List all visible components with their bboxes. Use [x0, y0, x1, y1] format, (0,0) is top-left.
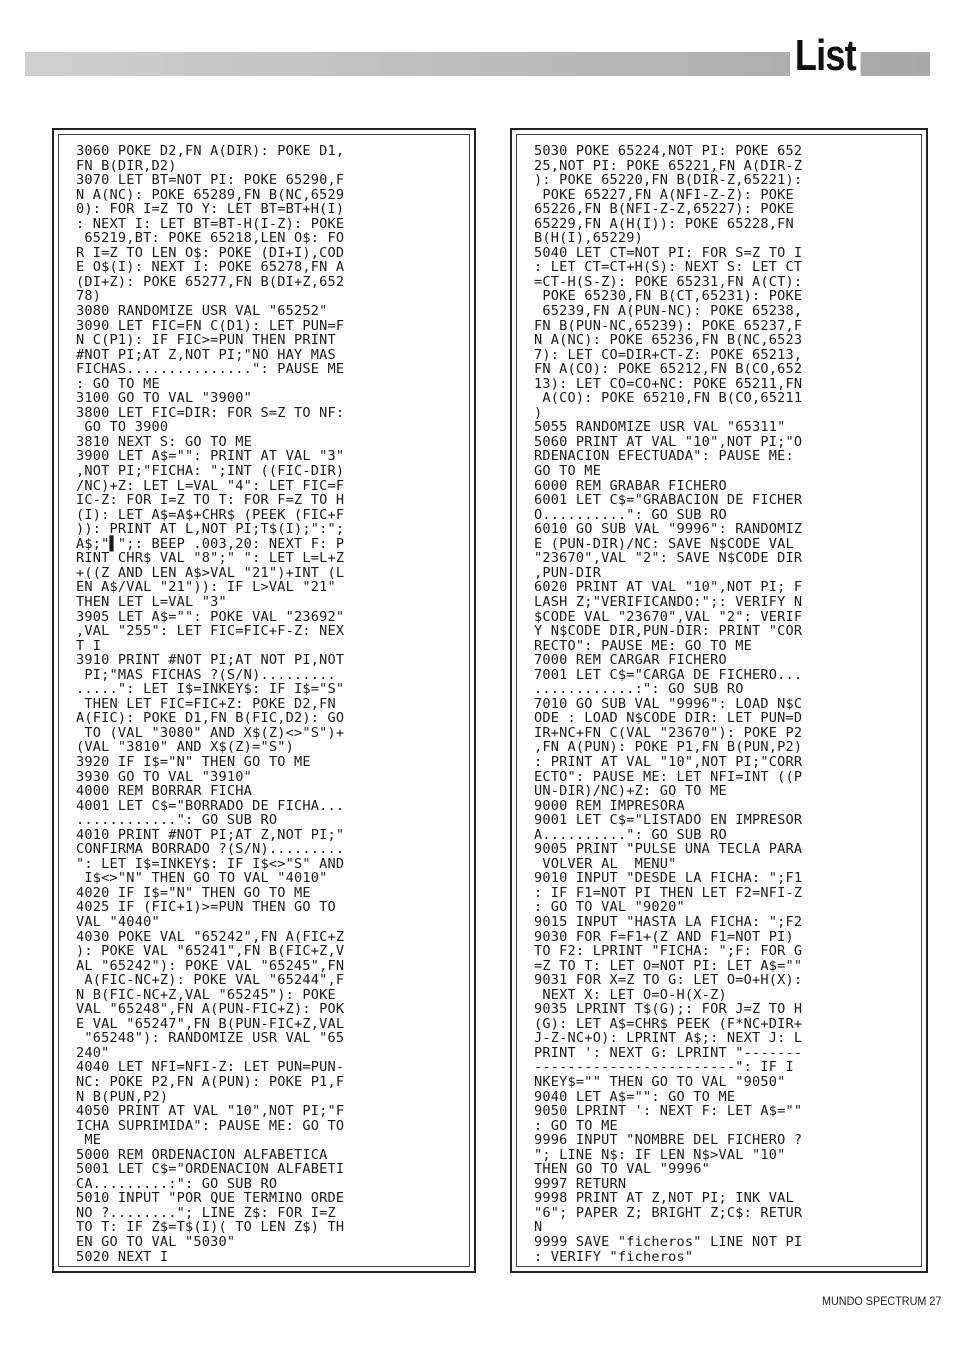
code-line: 9001 LET C$="LISTADO EN IMPRESOR: [534, 812, 803, 829]
code-line: NO ?........"; LINE Z$: FOR I=Z: [76, 1204, 336, 1221]
code-line: 5010 INPUT "POR QUE TERMINO ORDE: [76, 1190, 345, 1207]
listing-left-column: [52, 128, 476, 1273]
code-line: 5020 NEXT I: [76, 1248, 169, 1265]
code-line: 9996 INPUT "NOMBRE DEL FICHERO ?: [534, 1132, 803, 1149]
code-line: ): POKE 65220,FN B(DIR-Z,65221):: [534, 172, 803, 189]
code-line: A(CO): POKE 65210,FN B(CO,65211: [534, 390, 803, 407]
code-line: 3060 POKE D2,FN A(DIR): POKE D1,: [76, 143, 345, 159]
code-line: 9030 FOR F=F1+(Z AND F1=NOT PI): [534, 928, 794, 945]
code-line: ,PUN-DIR: [534, 564, 602, 581]
code-line: 0): FOR I=Z TO Y: LET BT=BT+H(I): [76, 201, 345, 218]
code-line: 3080 RANDOMIZE USR VAL "65252": [76, 303, 328, 320]
code-line: : NEXT I: LET BT=BT-H(I-Z): POKE: [76, 215, 345, 232]
code-line: 13): LET CO=CO+NC: POKE 65211,FN: [534, 375, 803, 392]
code-line: AL "65242"): POKE VAL "65245",FN: [76, 957, 345, 974]
code-line: B(H(I),65229): [534, 230, 643, 247]
code-line: /NC)+Z: LET L=VAL "4": LET FIC=F: [76, 477, 345, 494]
code-line: ,VAL "255": LET FIC=FIC+F-Z: NEX: [76, 623, 345, 640]
code-line: =Z TO T: LET O=NOT PI: LET A$="": [534, 957, 803, 974]
code-line: 3810 NEXT S: GO TO ME: [76, 433, 253, 450]
code-line: T I: [76, 637, 102, 654]
code-line: I$<>"N" THEN GO TO VAL "4010": [76, 870, 328, 887]
code-line: 9015 INPUT "HASTA LA FICHA: ";F2: [534, 913, 803, 930]
code-line: (G): LET A$=CHR$ PEEK (F*NC+DIR+: [534, 1015, 803, 1032]
code-line: 4001 LET C$="BORRADO DE FICHA...: [76, 797, 345, 814]
code-line: 7): LET CO=DIR+CT-Z: POKE 65213,: [534, 346, 803, 363]
code-line: POKE 65227,FN A(NFI-Z-Z): POKE: [534, 186, 794, 203]
code-line: GO TO 3900: [76, 419, 169, 436]
code-line: EN A$/VAL "21")): IF L>VAL "21": [76, 579, 336, 596]
code-line: IC-Z: FOR I=Z TO T: FOR F=Z TO H: [76, 492, 345, 509]
code-line: 7001 LET C$="CARGA DE FICHERO...: [534, 666, 803, 683]
code-line: CONFIRMA BORRADO ?(S/N).........: [76, 841, 345, 858]
code-line: 5060 PRINT AT VAL "10",NOT PI;"O: [534, 433, 803, 450]
code-line: IR+NC+FN C(VAL "23670"): POKE P2: [534, 724, 803, 741]
code-line: A(FIC-NC+Z): POKE VAL "65244",F: [76, 972, 345, 989]
code-line: 9035 LPRINT T$(G);: FOR J=Z TO H: [534, 1001, 803, 1018]
code-line: 5001 LET C$="ORDENACION ALFABETI: [76, 1161, 345, 1178]
code-line: TO (VAL "3080" AND X$(Z)<>"S")+: [76, 724, 345, 741]
code-line: 3100 GO TO VAL "3900": [76, 390, 253, 407]
code-line: PRINT ': NEXT G: LPRINT "-------: [534, 1044, 803, 1061]
code-line: FN B(DIR,D2): [76, 157, 177, 174]
code-line: FICHAS...............": PAUSE ME: [76, 361, 345, 378]
code-line: N C(P1): IF FIC>=PUN THEN PRINT: [76, 332, 336, 349]
code-line: 9999 SAVE "ficheros" LINE NOT PI: [534, 1234, 803, 1251]
code-line: 6000 REM GRABAR FICHERO: [534, 477, 727, 494]
code-line: 4030 POKE VAL "65242",FN A(FIC+Z: [76, 928, 345, 945]
code-line: VOLVER AL MENU": [534, 855, 677, 872]
code-line: (DI+Z): POKE 65277,FN B(DI+Z,652: [76, 273, 345, 290]
code-line: 9005 PRINT "PULSE UNA TECLA PARA: [534, 841, 803, 858]
code-line: ): POKE VAL "65241",FN B(FIC+Z,V: [76, 943, 345, 960]
code-line: 9010 INPUT "DESDE LA FICHA: ";F1: [534, 870, 803, 887]
code-line: 4050 PRINT AT VAL "10",NOT PI;"F: [76, 1103, 345, 1120]
code-line: 3930 GO TO VAL "3910": [76, 768, 253, 785]
page-footer: MUNDO SPECTRUM 27: [822, 1294, 942, 1308]
code-line: THEN GO TO VAL "9996": [534, 1161, 711, 1178]
code-line: RECTO": PAUSE ME: GO TO ME: [534, 637, 752, 654]
code-line: ,FN A(PUN): POKE P1,FN B(PUN,P2): [534, 739, 803, 756]
code-line: UN-DIR)/NC)+Z: GO TO ME: [534, 783, 727, 800]
code-line: FN A(CO): POKE 65212,FN B(CO,652: [534, 361, 803, 378]
code-line: 6010 GO SUB VAL "9996": RANDOMIZ: [534, 521, 803, 538]
code-line: 4000 REM BORRAR FICHA: [76, 783, 253, 800]
code-line: 4025 IF (FIC+1)>=PUN THEN GO TO: [76, 899, 336, 916]
code-line: "23670",VAL "2": SAVE N$CODE DIR: [534, 550, 803, 567]
code-line: E VAL "65247",FN B(PUN-FIC+Z,VAL: [76, 1015, 345, 1032]
code-line: ............:": GO SUB RO: [534, 681, 744, 698]
code-line: 3910 PRINT #NOT PI;AT NOT PI,NOT: [76, 652, 345, 669]
code-line: 5055 RANDOMIZE USR VAL "65311": [534, 419, 786, 436]
listing-right-column: [510, 128, 928, 1273]
code-line: : LET CT=CT+H(S): NEXT S: LET CT: [534, 259, 803, 276]
code-line: : GO TO ME: [76, 375, 160, 392]
code-line: 6020 PRINT AT VAL "10",NOT PI; F: [534, 579, 803, 596]
code-line: 65239,FN A(PUN-NC): POKE 65238,: [534, 303, 803, 320]
code-line: $CODE VAL "23670",VAL "2": VERIF: [534, 608, 803, 625]
code-line: 78): [76, 288, 102, 305]
code-line: TO T: IF Z$=T$(I)( TO LEN Z$) TH: [76, 1219, 345, 1236]
code-line: "65248"): RANDOMIZE USR VAL "65: [76, 1030, 345, 1047]
code-line: =CT-H(S-Z): POKE 65231,FN A(CT):: [534, 273, 803, 290]
code-line: EN GO TO VAL "5030": [76, 1234, 236, 1251]
code-line: NC: POKE P2,FN A(PUN): POKE P1,F: [76, 1074, 345, 1090]
code-line: : GO TO ME: [534, 1117, 618, 1134]
code-line: : VERIFY "ficheros": [534, 1248, 694, 1265]
code-line: THEN LET FIC=FIC+Z: POKE D2,FN: [76, 695, 336, 712]
code-line: 65226,FN B(NFI-Z-Z,65227): POKE: [534, 201, 794, 218]
code-line: N B(FIC-NC+Z,VAL "65245"): POKE: [76, 986, 336, 1003]
code-line: #NOT PI;AT Z,NOT PI;"NO HAY MAS: [76, 346, 336, 363]
page-title: List: [790, 28, 861, 84]
code-line: 7000 REM CARGAR FICHERO: [534, 652, 727, 669]
code-line: O..........": GO SUB RO: [534, 506, 727, 523]
code-line: FN B(PUN-NC,65239): POKE 65237,F: [534, 317, 803, 334]
code-line: A(FIC): POKE D1,FN B(FIC,D2): GO: [76, 710, 345, 727]
code-line: 9031 FOR X=Z TO G: LET O=O+H(X):: [534, 972, 803, 989]
code-line: 3070 LET BT=NOT PI: POKE 65290,F: [76, 172, 345, 189]
code-line: ,NOT PI;"FICHA: ";INT ((FIC-DIR): [76, 463, 345, 480]
code-line: TO F2: LPRINT "FICHA: ";F: FOR G: [534, 943, 803, 960]
code-line: J-Z-NC+O): LPRINT A$;: NEXT J: L: [534, 1030, 803, 1047]
code-line: "6"; PAPER Z; BRIGHT Z;C$: RETUR: [534, 1204, 803, 1221]
code-line: ": LET I$=INKEY$: IF I$<>"S" AND: [76, 855, 345, 872]
code-line: 6001 LET C$="GRABACION DE FICHER: [534, 492, 803, 509]
code-line: ICHA SUPRIMIDA": PAUSE ME: GO TO: [76, 1117, 345, 1134]
code-line: A..........": GO SUB RO: [534, 826, 727, 843]
code-line: 4040 LET NFI=NFI-Z: LET PUN=PUN-: [76, 1059, 345, 1076]
code-line: NEXT X: LET O=O-H(X-Z): [534, 986, 727, 1003]
code-line: PI;"MAS FICHAS ?(S/N).........: [76, 666, 336, 683]
code-line: 3920 IF I$="N" THEN GO TO ME: [76, 753, 311, 770]
code-line: +((Z AND LEN A$>VAL "21")+INT (L: [76, 564, 345, 581]
code-line: 9000 REM IMPRESORA: [534, 797, 685, 814]
code-line: LASH Z;"VERIFICANDO:";: VERIFY N: [534, 593, 803, 610]
code-line: (VAL "3810" AND X$(Z)="S"): [76, 739, 294, 756]
code-line: : IF F1=NOT PI THEN LET F2=NFI-Z: [534, 884, 803, 901]
code-line: .....": LET I$=INKEY$: IF I$="S": [76, 681, 345, 698]
code-line: VAL "65248",FN A(PUN-FIC+Z): POK: [76, 1001, 345, 1018]
code-line: POKE 65230,FN B(CT,65231): POKE: [534, 288, 803, 305]
code-line: 9997 RETURN: [534, 1175, 627, 1192]
code-line: 65219,BT: POKE 65218,LEN O$: FO: [76, 230, 345, 247]
code-line: 3090 LET FIC=FN C(D1): LET PUN=F: [76, 317, 345, 334]
code-line: 9040 LET A$="": GO TO ME: [534, 1088, 736, 1105]
code-line: THEN LET L=VAL "3": [76, 593, 227, 610]
code-line: 9998 PRINT AT Z,NOT PI; INK VAL: [534, 1190, 794, 1207]
code-line: ODE : LOAD N$CODE DIR: LET PUN=D: [534, 710, 803, 727]
code-line: CA.........:": GO SUB RO: [76, 1175, 278, 1192]
code-line: RINT CHR$ VAL "8";" ": LET L=L+Z: [76, 550, 345, 567]
code-line: : GO TO VAL "9020": [534, 899, 685, 916]
code-line: E O$(I): NEXT I: POKE 65278,FN A: [76, 259, 345, 276]
code-line: 9050 LPRINT ': NEXT F: LET A$="": [534, 1103, 803, 1120]
code-line: N A(NC): POKE 65289,FN B(NC,6529: [76, 186, 345, 203]
code-line: Y N$CODE DIR,PUN-DIR: PRINT "COR: [534, 623, 803, 640]
code-line: "; LINE N$: IF LEN N$>VAL "10": [534, 1146, 786, 1163]
code-line: 25,NOT PI: POKE 65221,FN A(DIR-Z: [534, 157, 803, 174]
code-line: 5030 POKE 65224,NOT PI: POKE 652: [534, 143, 803, 159]
code-line: ECTO": PAUSE ME: LET NFI=INT ((P: [534, 768, 803, 785]
code-line: 3900 LET A$="": PRINT AT VAL "3": [76, 448, 345, 465]
code-line: (I): LET A$=A$+CHR$ (PEEK (FIC+F: [76, 506, 345, 523]
code-line: 7010 GO SUB VAL "9996": LOAD N$C: [534, 695, 803, 712]
code-line: ME: [76, 1132, 102, 1149]
code-line: )): PRINT AT L,NOT PI;T$(I);":";: [76, 521, 345, 538]
code-line: 3905 LET A$="": POKE VAL "23692": [76, 608, 345, 625]
code-line: VAL "4040": [76, 913, 160, 930]
code-line: E (PUN-DIR)/NC: SAVE N$CODE VAL: [534, 535, 794, 552]
code-line: ------------------------": IF I: [534, 1059, 794, 1076]
code-line: GO TO ME: [534, 463, 602, 480]
code-line: ............": GO SUB RO: [76, 812, 278, 829]
code-line: 5040 LET CT=NOT PI: FOR S=Z TO I: [534, 244, 803, 261]
code-line: 65229,FN A(H(I)): POKE 65228,FN: [534, 215, 794, 232]
code-line: N A(NC): POKE 65236,FN B(NC,6523: [534, 332, 803, 349]
code-line: 5000 REM ORDENACION ALFABETICA: [76, 1146, 328, 1163]
code-line: 4010 PRINT #NOT PI;AT Z,NOT PI;": [76, 826, 345, 843]
code-line: A$;"▌";: BEEP .003,20: NEXT F: P: [76, 535, 345, 552]
code-line: R I=Z TO LEN O$: POKE (DI+I),COD: [76, 244, 345, 261]
code-line: ): [534, 404, 543, 421]
code-line: 4020 IF I$="N" THEN GO TO ME: [76, 884, 311, 901]
code-line: N: [534, 1219, 543, 1236]
code-line: RDENACION EFECTUADA": PAUSE ME:: [534, 448, 794, 465]
code-line: 3800 LET FIC=DIR: FOR S=Z TO NF:: [76, 404, 345, 421]
code-line: : PRINT AT VAL "10",NOT PI;"CORR: [534, 753, 803, 770]
code-line: 240": [76, 1044, 110, 1061]
code-line: NKEY$="" THEN GO TO VAL "9050": [534, 1074, 786, 1090]
code-line: N B(PUN,P2): [76, 1088, 169, 1105]
